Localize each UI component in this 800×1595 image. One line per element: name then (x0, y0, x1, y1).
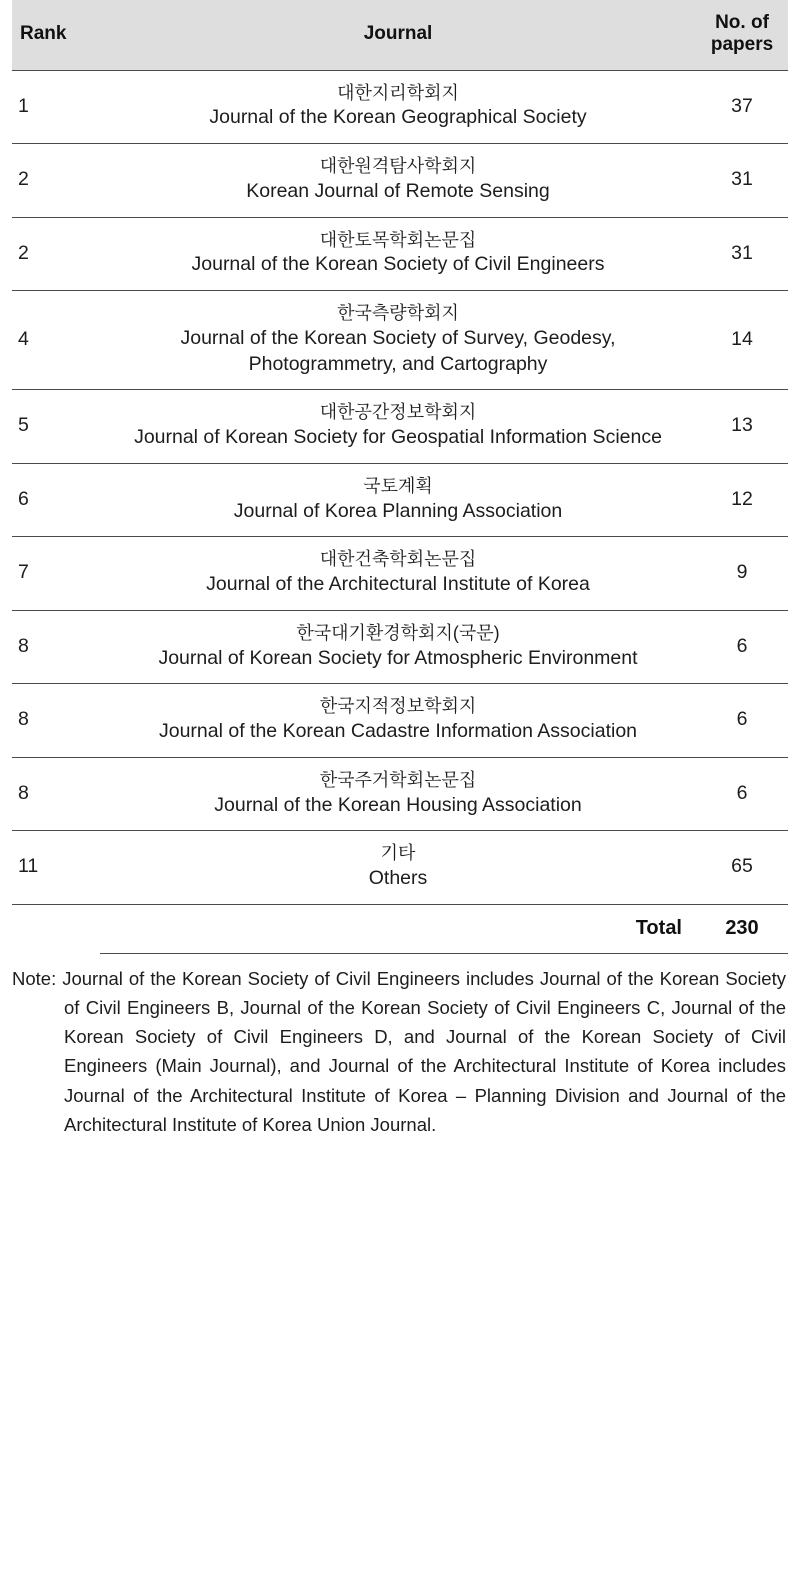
note-text: Journal of the Korean Society of Civil Engineers includes Journal of the Korean Society of Civil Engineers B, Journal of the Korean Society of Civil Engineers C, Journal of the Korean Society of Civil Engineers D, and Journal of the Korean Society of Civil Engineers (Main Journal), and Journal of the Architectural Institute of Korea includes Journal of the Architectural Institute of Korea – Planning Division and Journal of the Architectural Institute of Korea Union Journal. (62, 967, 786, 1135)
cell-journal (100, 684, 696, 757)
journal-name-english: Journal of Korean Society for Atmospheric Environment (158, 646, 638, 669)
cell-rank: 8 (12, 684, 100, 757)
cell-rank: 2 (12, 144, 100, 217)
column-header-rank: Rank (12, 0, 100, 70)
table-row (12, 217, 788, 290)
table-row (12, 610, 788, 683)
table-row (12, 144, 788, 217)
journal-name-english: Journal of the Korean Society of Civil Engineers (191, 253, 605, 276)
total-label: Total (100, 904, 696, 953)
cell-paper-count: 37 (696, 70, 788, 143)
journal-name-korean: 국토계획 (363, 475, 433, 496)
journal-name-english: Journal of the Korean Cadastre Information Association (158, 720, 638, 743)
cell-journal (100, 144, 696, 217)
cell-rank: 4 (12, 291, 100, 390)
journal-name-english: Journal of Korean Society for Geospatial Information Science (134, 426, 662, 449)
journal-name-korean: 대한토목학회논문집 (319, 229, 477, 250)
cell-journal (100, 537, 696, 610)
cell-journal (100, 463, 696, 536)
cell-journal (100, 217, 696, 290)
cell-paper-count: 31 (696, 217, 788, 290)
cell-rank: 7 (12, 537, 100, 610)
table-header (12, 0, 788, 70)
journal-name-korean: 대한지리학회지 (337, 82, 459, 103)
journal-name-english: Journal of the Korean Geographical Society (209, 106, 587, 129)
table-row (12, 291, 788, 390)
cell-rank: 8 (12, 610, 100, 683)
table-row (12, 463, 788, 536)
journal-name-korean: 대한원격탐사학회지 (319, 156, 477, 177)
column-header-count-line1: No. of (715, 12, 769, 33)
note-label: Note: (12, 967, 57, 989)
cell-rank: 2 (12, 217, 100, 290)
cell-paper-count: 6 (696, 684, 788, 757)
column-header-count-line2: papers (710, 33, 774, 55)
journal-name-english: Journal of Korea Planning Association (233, 499, 563, 522)
journal-name-english: Korean Journal of Remote Sensing (246, 179, 550, 202)
column-header-number-of-papers (696, 0, 788, 70)
journal-name-english: Journal of the Architectural Institute of Korea (206, 573, 590, 596)
journal-name-english: Journal of the Korean Housing Association (214, 793, 582, 816)
table-header-row (12, 0, 788, 70)
journal-name-english: Others (368, 867, 428, 890)
cell-paper-count: 31 (696, 144, 788, 217)
cell-rank: 11 (12, 831, 100, 904)
cell-journal (100, 390, 696, 463)
journal-ranking-table (12, 0, 788, 954)
journal-name-korean: 한국주거학회논문집 (319, 769, 477, 790)
cell-paper-count: 6 (696, 757, 788, 830)
cell-rank: 8 (12, 757, 100, 830)
journal-name-english: Journal of the Korean Society of Survey, Geodesy, Photogrammetry, and Cartography (180, 326, 616, 375)
column-header-journal: Journal (100, 0, 696, 70)
cell-paper-count: 12 (696, 463, 788, 536)
total-value: 230 (696, 904, 788, 953)
cell-journal (100, 70, 696, 143)
cell-paper-count: 14 (696, 291, 788, 390)
cell-paper-count: 65 (696, 831, 788, 904)
table-row (12, 537, 788, 610)
journal-name-korean: 기타 (380, 843, 416, 864)
table-body (12, 70, 788, 953)
table-note (0, 954, 800, 1145)
cell-rank: 5 (12, 390, 100, 463)
journal-name-korean: 대한건축학회논문집 (319, 549, 477, 570)
table-row (12, 831, 788, 904)
table-row (12, 390, 788, 463)
cell-journal (100, 757, 696, 830)
table-row (12, 684, 788, 757)
note-text-block (12, 964, 786, 1139)
total-row-spacer (12, 904, 100, 953)
journal-name-korean: 한국지적정보학회지 (319, 696, 477, 717)
cell-journal (100, 610, 696, 683)
cell-rank: 1 (12, 70, 100, 143)
journal-name-korean: 한국대기환경학회지(국문) (296, 622, 500, 643)
cell-journal (100, 831, 696, 904)
table-total-row (12, 904, 788, 953)
cell-paper-count: 6 (696, 610, 788, 683)
cell-journal (100, 291, 696, 390)
journal-name-korean: 대한공간정보학회지 (319, 402, 477, 423)
cell-rank: 6 (12, 463, 100, 536)
journal-name-korean: 한국측량학회지 (337, 303, 459, 324)
table-row (12, 757, 788, 830)
cell-paper-count: 13 (696, 390, 788, 463)
table-row (12, 70, 788, 143)
cell-paper-count: 9 (696, 537, 788, 610)
